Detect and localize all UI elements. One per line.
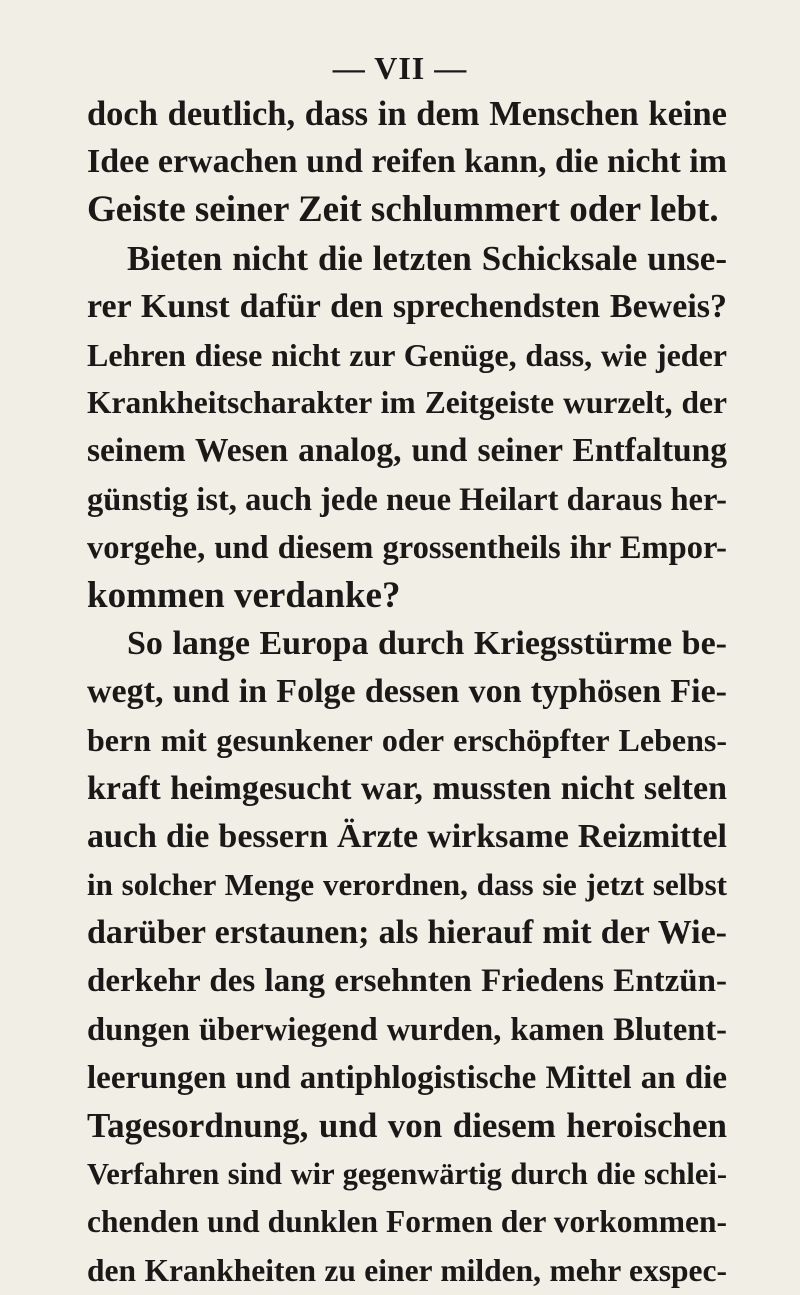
text-line: darüber erstaunen; als hierauf mit der Wie- — [87, 914, 727, 952]
text-line: kraft heimgesucht war, mussten nicht selten — [87, 769, 727, 807]
text-line: Tagesordnung, und von diesem heroischen — [87, 1105, 727, 1145]
text-line: Geiste seiner Zeit schlummert oder lebt. — [87, 189, 719, 231]
text-line: dungen überwiegend wurden, kamen Blutent- — [87, 1011, 727, 1048]
body-text — [87, 90, 727, 1295]
page-number-header: — VII — — [332, 50, 468, 86]
text-line: auch die bessern Ärzte wirksame Reizmittel — [87, 817, 727, 855]
text-line: wegt, und in Folge dessen von typhösen Fie- — [87, 673, 727, 711]
text-line: seinem Wesen analog, und seiner Entfaltung — [87, 432, 727, 470]
text-line: Krankheitscharakter im Zeitgeiste wurzelt, der — [87, 385, 727, 421]
text-line: Bieten nicht die letzten Schicksale unse- — [127, 238, 727, 278]
text-line: leerungen und antiphlogistische Mittel an die — [87, 1059, 727, 1096]
text-line: in solcher Menge verordnen, dass sie jetzt selbst — [87, 867, 727, 902]
text-line: doch deutlich, dass in dem Menschen keine — [87, 95, 727, 133]
text-line: den Krankheiten zu einer milden, mehr exspec- — [87, 1252, 727, 1288]
text-line: Lehren diese nicht zur Genüge, dass, wie jeder — [87, 336, 727, 373]
text-line: Verfahren sind wir gegenwärtig durch die schlei- — [87, 1157, 727, 1192]
text-line: kommen verdanke? — [87, 574, 401, 616]
text-line: bern mit gesunkener oder erschöpfter Lebens- — [87, 722, 727, 759]
text-line: So lange Europa durch Kriegsstürme be- — [127, 625, 727, 663]
text-line: günstig ist, auch jede neue Heilart daraus her- — [87, 481, 727, 518]
text-line: rer Kunst dafür den sprechendsten Beweis? — [87, 287, 727, 325]
text-line: derkehr des lang ersehnten Friedens Entzün- — [87, 963, 727, 1000]
text-line: chenden und dunklen Formen der vorkommen- — [87, 1204, 727, 1240]
text-line: vorgehe, und diesem grossentheils ihr Empor- — [87, 529, 727, 566]
text-line: Idee erwachen und reifen kann, die nicht im — [87, 143, 727, 181]
